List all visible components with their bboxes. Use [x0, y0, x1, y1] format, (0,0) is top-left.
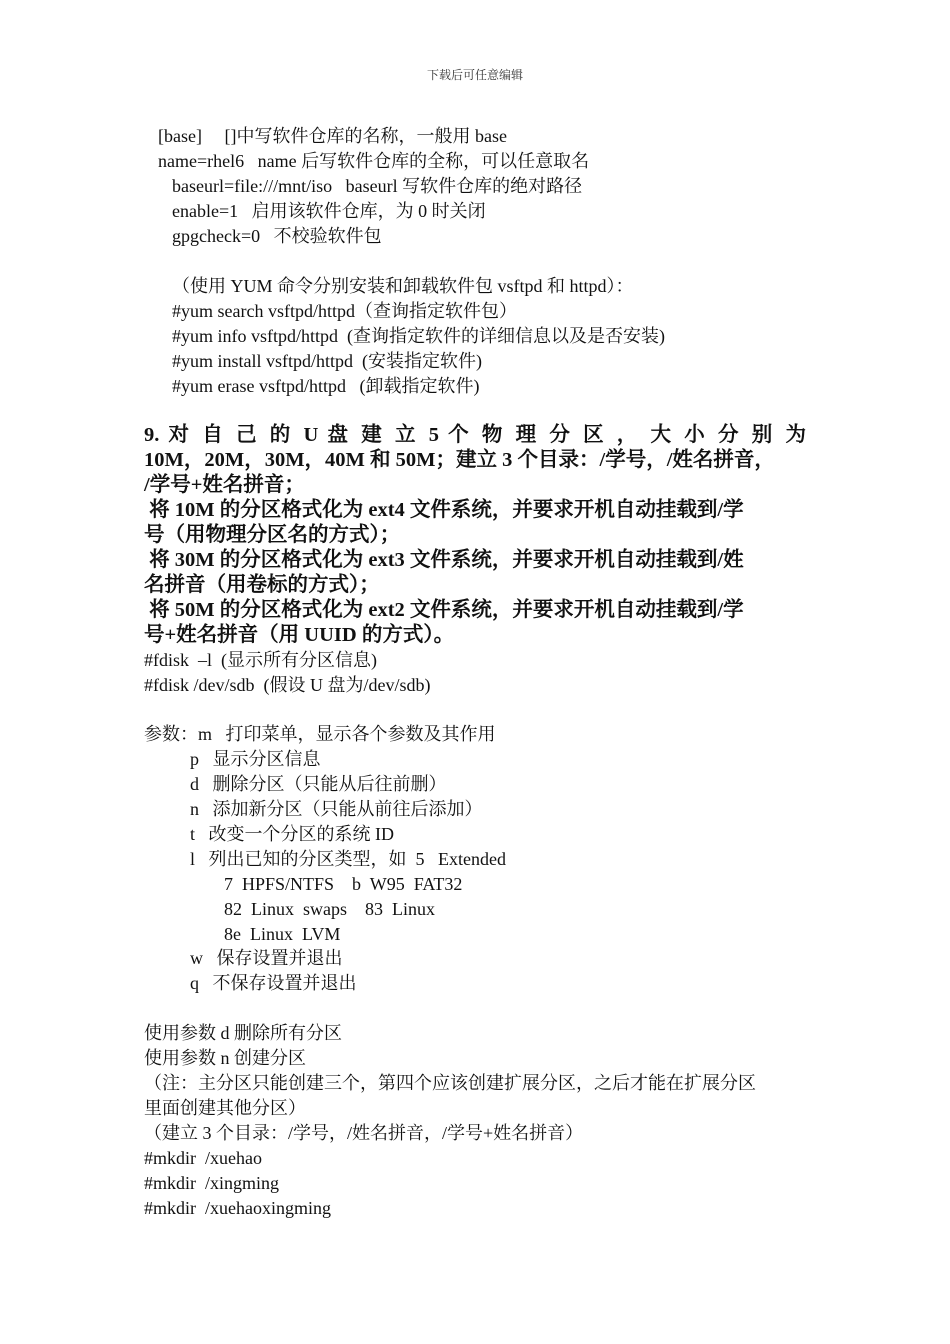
param-item: l 列出已知的分区类型，如 5 Extended [190, 849, 506, 869]
yum-config-line: baseurl=file:///mnt/iso baseurl 写软件仓库的绝对路径 [172, 176, 583, 196]
question-text: 将 10M 的分区格式化为 ext4 文件系统，并要求开机自动挂载到/学 [144, 499, 744, 521]
note-line: （建立 3 个目录：/学号，/姓名拼音，/学号+姓名拼音） [144, 1123, 584, 1143]
yum-intro: （使用 YUM 命令分别安装和卸载软件包 vsftpd 和 httpd）： [172, 276, 634, 296]
mkdir-command: #mkdir /xuehao [144, 1148, 262, 1168]
yum-command: #yum erase vsftpd/httpd (卸载指定软件) [172, 376, 480, 396]
page-header: 下载后可任意编辑 [426, 68, 523, 82]
yum-command: #yum info vsftpd/httpd (查询指定软件的详细信息以及是否安装) [172, 326, 665, 346]
question-text: 号+姓名拼音（用 UUID 的方式）。 [144, 624, 455, 646]
param-item: p 显示分区信息 [190, 749, 321, 769]
fdisk-command: #fdisk /dev/sdb (假设 U 盘为/dev/sdb) [144, 675, 431, 695]
mkdir-command: #mkdir /xingming [144, 1173, 279, 1193]
yum-config-line: gpgcheck=0 不校验软件包 [172, 226, 382, 246]
param-item: n 添加新分区（只能从前往后添加） [190, 799, 483, 819]
question-text: 号（用物理分区名的方式）； [144, 524, 401, 546]
yum-config-line: [base] []中写软件仓库的名称，一般用 base [158, 126, 507, 146]
question-text: 将 30M 的分区格式化为 ext3 文件系统，并要求开机自动挂载到/姓 [144, 549, 744, 571]
yum-command: #yum install vsftpd/httpd (安装指定软件) [172, 351, 482, 371]
param-item: w 保存设置并退出 [190, 948, 343, 968]
yum-config-line: name=rhel6 name 后写软件仓库的全称，可以任意取名 [158, 151, 590, 171]
question-text: /学号+姓名拼音； [144, 474, 305, 496]
partition-type: 82 Linux swaps 83 Linux [224, 899, 435, 919]
mkdir-command: #mkdir /xuehaoxingming [144, 1198, 331, 1218]
partition-type: 8e Linux LVM [224, 924, 341, 944]
param-item: d 删除分区（只能从后往前删） [190, 774, 447, 794]
note-line: 使用参数 n 创建分区 [144, 1048, 306, 1068]
param-item: t 改变一个分区的系统 ID [190, 824, 394, 844]
note-line: （注：主分区只能创建三个，第四个应该创建扩展分区，之后才能在扩展分区 [144, 1073, 756, 1093]
question-text: 名拼音（用卷标的方式）； [144, 574, 380, 596]
partition-type: 7 HPFS/NTFS b W95 FAT32 [224, 874, 463, 894]
note-line: 里面创建其他分区） [144, 1098, 306, 1118]
question-heading: 9. 对 自 己 的 U 盘 建 立 5 个 物 理 分 区 ， 大 小 分 别 为 [144, 424, 806, 446]
note-line: 使用参数 d 删除所有分区 [144, 1023, 342, 1043]
yum-config-line: enable=1 启用该软件仓库，为 0 时关闭 [172, 201, 486, 221]
params-title: 参数：m 打印菜单，显示各个参数及其作用 [144, 724, 496, 744]
param-item: q 不保存设置并退出 [190, 973, 357, 993]
yum-command: #yum search vsftpd/httpd（查询指定软件包） [172, 301, 517, 321]
question-text: 10M，20M，30M，40M 和 50M；建立 3 个目录：/学号，/姓名拼音， [144, 449, 775, 471]
question-text: 将 50M 的分区格式化为 ext2 文件系统，并要求开机自动挂载到/学 [144, 599, 744, 621]
fdisk-command: #fdisk –l (显示所有分区信息) [144, 650, 377, 670]
